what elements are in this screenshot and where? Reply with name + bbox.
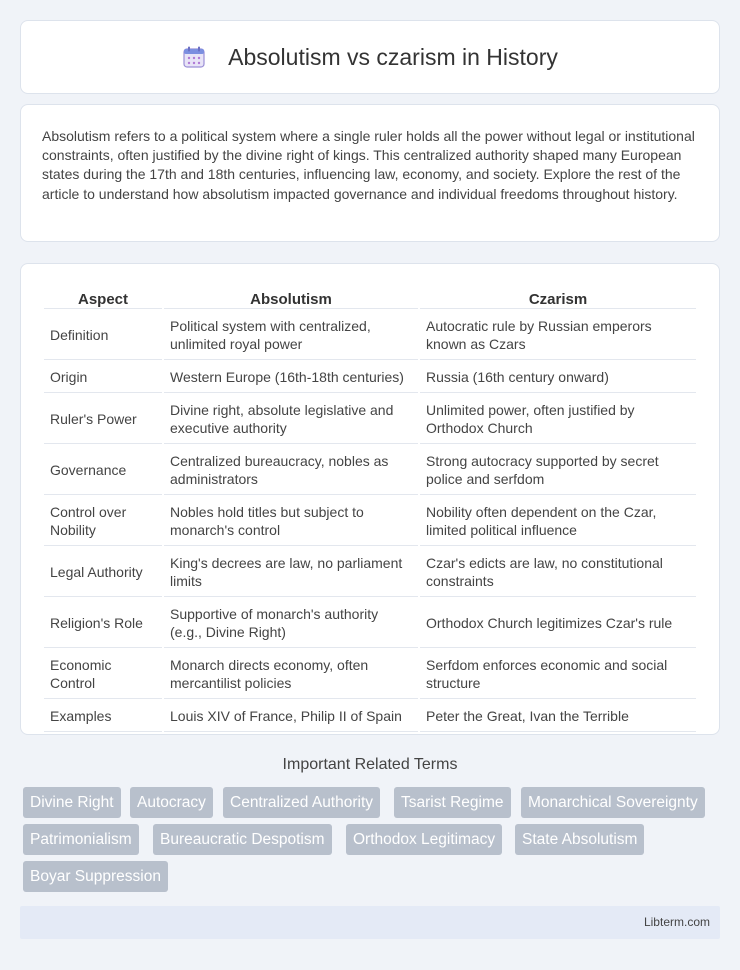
tag-boyar-suppression[interactable]: Boyar Suppression: [23, 861, 168, 892]
table-row: [44, 497, 696, 546]
cell-czarism: Peter the Great, Ivan the Terrible: [420, 701, 696, 732]
table-row: [44, 599, 696, 648]
cell-aspect: Examples: [44, 701, 162, 732]
cell-aspect: Economic Control: [44, 650, 162, 699]
related-terms-heading: Important Related Terms: [282, 756, 458, 773]
tag-autocracy[interactable]: Autocracy: [130, 787, 213, 818]
tag-state-absolutism[interactable]: State Absolutism: [515, 824, 644, 855]
intro-card: [20, 104, 720, 242]
cell-aspect: Control over Nobility: [44, 497, 162, 546]
comparison-card: [20, 263, 720, 735]
cell-absolutism: Western Europe (16th-18th centuries): [164, 362, 418, 393]
header-aspect: Aspect: [44, 287, 162, 309]
page-title: Absolutism vs czarism in History: [228, 43, 558, 70]
tag-centralized-authority[interactable]: Centralized Authority: [223, 787, 380, 818]
header-czarism: Czarism: [420, 287, 696, 309]
cell-absolutism: Political system with centralized, unlimited royal power: [164, 311, 418, 360]
cell-czarism: Autocratic rule by Russian emperors known as Czars: [420, 311, 696, 360]
header-absolutism: Absolutism: [164, 287, 418, 309]
cell-aspect: Religion's Role: [44, 599, 162, 648]
cell-czarism: Nobility often dependent on the Czar, limited political influence: [420, 497, 696, 546]
table-row: [44, 362, 696, 393]
footer: [20, 906, 720, 939]
cell-aspect: Definition: [44, 311, 162, 360]
cell-absolutism: Nobles hold titles but subject to monarch's control: [164, 497, 418, 546]
table-row: [44, 701, 696, 732]
cell-aspect: Legal Authority: [44, 548, 162, 597]
tag-monarchical-sovereignty[interactable]: Monarchical Sovereignty: [521, 787, 705, 818]
footer-brand[interactable]: Libterm.com: [643, 915, 710, 929]
table-row: [44, 446, 696, 495]
cell-absolutism: King's decrees are law, no parliament limits: [164, 548, 418, 597]
cell-absolutism: Supportive of monarch's authority (e.g., Divine Right): [164, 599, 418, 648]
cell-aspect: Governance: [44, 446, 162, 495]
cell-czarism: Strong autocracy supported by secret police and serfdom: [420, 446, 696, 495]
cell-aspect: Origin: [44, 362, 162, 393]
tag-patrimonialism[interactable]: Patrimonialism: [23, 824, 139, 855]
table-row: [44, 650, 696, 699]
tag-bureaucratic-despotism[interactable]: Bureaucratic Despotism: [153, 824, 332, 855]
cell-absolutism: Louis XIV of France, Philip II of Spain: [164, 701, 418, 732]
cell-czarism: Russia (16th century onward): [420, 362, 696, 393]
tag-tsarist-regime[interactable]: Tsarist Regime: [394, 787, 511, 818]
table-row: [44, 395, 696, 444]
cell-absolutism: Monarch directs economy, often mercantilist policies: [164, 650, 418, 699]
cell-aspect: Ruler's Power: [44, 395, 162, 444]
tag-orthodox-legitimacy[interactable]: Orthodox Legitimacy: [346, 824, 502, 855]
table-row: [44, 311, 696, 360]
table-row: [44, 548, 696, 597]
comparison-table: [42, 285, 698, 734]
cell-absolutism: Centralized bureaucracy, nobles as administrators: [164, 446, 418, 495]
tag-divine-right[interactable]: Divine Right: [23, 787, 121, 818]
cell-czarism: Orthodox Church legitimizes Czar's rule: [420, 599, 696, 648]
title-card: [20, 20, 720, 94]
intro-text: Absolutism refers to a political system where a single ruler holds all the power without legal or institutional constraints, often justified by the divine right of kings. This centralized authority shaped many European states during the 17th and 18th centuries, influencing law, economy, and society. Explore the rest of the article to understand how absolutism impacted governance and individual freedoms throughout history.: [42, 128, 695, 202]
cell-czarism: Czar's edicts are law, no constitutional constraints: [420, 548, 696, 597]
calendar-icon: [182, 45, 206, 69]
cell-czarism: Serfdom enforces economic and social structure: [420, 650, 696, 699]
cell-absolutism: Divine right, absolute legislative and executive authority: [164, 395, 418, 444]
cell-czarism: Unlimited power, often justified by Orthodox Church: [420, 395, 696, 444]
